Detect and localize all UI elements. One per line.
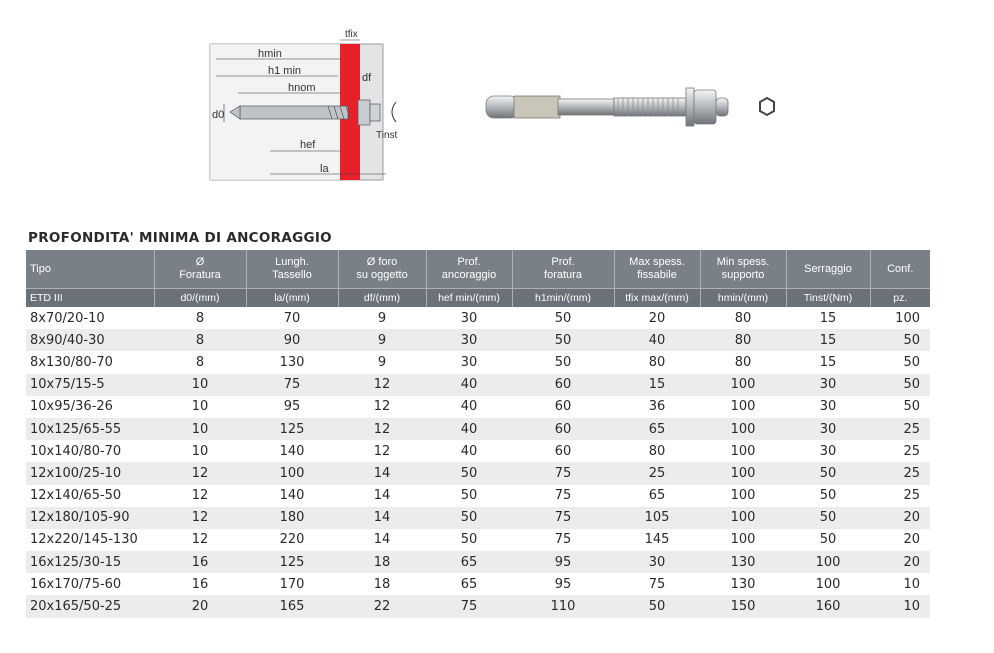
table-cell: 80 [734, 310, 752, 326]
table-cell: 50 [786, 507, 870, 529]
table-cell: 30 [819, 399, 837, 415]
table-cell: 9 [377, 310, 387, 326]
table-cell: 130 [700, 551, 786, 573]
table-cell: 8x90/40-30 [26, 329, 154, 351]
threaded-rod [614, 98, 686, 116]
table-cell: 75 [554, 488, 572, 504]
table-cell: 10x140/80-70 [30, 443, 122, 459]
table-cell: 100 [815, 576, 841, 592]
table-cell: 25 [614, 462, 700, 484]
table-row [26, 351, 930, 373]
table-cell: 95 [512, 551, 614, 573]
table-cell: 170 [279, 576, 305, 592]
table-cell: 12 [338, 374, 426, 396]
table-cell: 15 [819, 354, 837, 370]
table-cell: 10x95/36-26 [30, 399, 113, 415]
column-header-line1: Ø foro [366, 256, 398, 268]
unit-header: df/(mm) [338, 289, 426, 308]
table-cell: 220 [279, 532, 305, 548]
table-cell: 80 [734, 354, 752, 370]
table-cell: 16 [191, 576, 209, 592]
table-cell: 50 [426, 507, 512, 529]
table-cell: 40 [426, 374, 512, 396]
column-header [614, 250, 700, 289]
table-cell: 20 [648, 310, 666, 326]
table-cell: 12x100/25-10 [26, 462, 154, 484]
table-cell: 14 [373, 488, 391, 504]
table-cell: 30 [426, 329, 512, 351]
table-cell: 10 [191, 399, 209, 415]
column-header [512, 250, 614, 289]
table-cell: 15 [614, 374, 700, 396]
table-cell: 10 [191, 443, 209, 459]
unit-header: tfix max/(mm) [614, 289, 700, 308]
rod-end [716, 98, 728, 116]
table-row [26, 507, 930, 529]
table-cell: 20x165/50-25 [26, 595, 154, 617]
table-cell: 30 [819, 443, 837, 459]
table-row [26, 551, 930, 573]
table-cell: 60 [554, 443, 572, 459]
column-header-line2: fissabile [637, 269, 677, 281]
column-header [426, 250, 512, 289]
anchor-bolt-end [370, 104, 380, 121]
table-cell: 12 [191, 488, 209, 504]
anchor-shank [558, 99, 614, 115]
table-cell: 60 [512, 374, 614, 396]
column-header-line2: Foratura [179, 269, 221, 281]
table-cell: 100 [700, 374, 786, 396]
label-h1-min: h1 min [268, 65, 302, 77]
table-cell: 12 [338, 418, 426, 440]
unit-header: hef min/(mm) [426, 289, 512, 308]
table-row [26, 418, 930, 440]
label-t-inst: Tinst [376, 130, 398, 141]
column-header [700, 250, 786, 289]
table-cell: 9 [338, 329, 426, 351]
table-cell: 30 [786, 374, 870, 396]
table-row [26, 573, 930, 595]
table-cell: 130 [730, 576, 756, 592]
table-row [26, 440, 930, 462]
table-cell: 10x125/65-55 [26, 418, 154, 440]
table-cell: 100 [730, 399, 756, 415]
table-cell: 100 [730, 443, 756, 459]
table-cell: 75 [554, 532, 572, 548]
units-row [26, 289, 930, 308]
unit-header: la/(mm) [246, 289, 338, 308]
anchor-product-image [470, 60, 790, 170]
table-cell: 95 [283, 399, 301, 415]
table-cell: 60 [512, 418, 614, 440]
table-cell: 10 [154, 374, 246, 396]
table-cell: 8x70/20-10 [30, 310, 105, 326]
table-cell: 95 [554, 576, 572, 592]
unit-header: h1min/(mm) [512, 289, 614, 308]
unit-header: ETD III [26, 289, 154, 308]
table-cell: 50 [870, 329, 930, 351]
column-header-line2: su oggetto [356, 269, 408, 281]
table-cell: 25 [903, 443, 920, 459]
table-cell: 12 [154, 507, 246, 529]
table-cell: 40 [460, 443, 478, 459]
column-header [26, 250, 154, 289]
table-title: PROFONDITA' MINIMA DI ANCORAGGIO [28, 230, 332, 246]
table-cell: 100 [895, 310, 920, 326]
table-cell: 25 [870, 462, 930, 484]
table-cell: 18 [338, 551, 426, 573]
unit-header: Tinst/(Nm) [786, 289, 870, 308]
column-header [786, 250, 870, 289]
table-cell: 10x75/15-5 [26, 374, 154, 396]
table-cell: 50 [903, 399, 920, 415]
table-cell: 50 [554, 310, 572, 326]
table-body [26, 307, 930, 618]
label-t-fix: tfix [345, 29, 358, 40]
column-header-line1: Lungh. [275, 256, 309, 268]
table-cell: 60 [554, 399, 572, 415]
anchor-dimension-diagram [208, 26, 398, 186]
table-cell: 15 [819, 310, 837, 326]
table-cell: 145 [644, 532, 670, 548]
table-cell: 100 [700, 507, 786, 529]
column-header-line1: Conf. [887, 262, 914, 275]
table-cell: 40 [426, 418, 512, 440]
column-header-line2: foratura [544, 269, 582, 281]
table-cell: 8x130/80-70 [30, 354, 113, 370]
table-cell: 80 [700, 329, 786, 351]
table-cell: 100 [730, 488, 756, 504]
table-row [26, 462, 930, 484]
column-header-line2: ancoraggio [441, 269, 497, 281]
anchor-nut [358, 100, 370, 125]
table-row [26, 329, 930, 351]
table-cell: 75 [426, 595, 512, 617]
table-cell: 12 [373, 399, 391, 415]
table-row [26, 595, 930, 617]
table-cell: 65 [426, 551, 512, 573]
label-h-nom: hnom [288, 82, 316, 94]
table-cell: 20 [870, 507, 930, 529]
table-cell: 9 [377, 354, 387, 370]
table-cell: 50 [512, 329, 614, 351]
table-cell: 12 [191, 532, 209, 548]
table-cell: 10 [870, 595, 930, 617]
table-cell: 16x170/75-60 [30, 576, 122, 592]
table-cell: 75 [512, 462, 614, 484]
column-header-line1: Prof. [551, 256, 575, 268]
column-header [246, 250, 338, 289]
column-header-line2: supporto [721, 269, 765, 281]
table-cell: 12 [373, 443, 391, 459]
column-header-line1: Ø [195, 256, 205, 268]
table-cell: 8 [195, 354, 205, 370]
header-row [26, 250, 930, 289]
table-row [26, 374, 930, 396]
table-cell: 30 [460, 310, 478, 326]
table-row [26, 307, 930, 329]
table-cell: 16 [154, 551, 246, 573]
table-cell: 50 [786, 462, 870, 484]
unit-header: pz. [870, 289, 930, 308]
column-header-line2: Tassello [272, 269, 312, 281]
table-cell: 65 [614, 418, 700, 440]
column-header-line1: Max spess. [629, 256, 685, 268]
table-cell: 15 [786, 329, 870, 351]
column-header-line1: Serraggio [804, 262, 852, 275]
table-cell: 16x125/30-15 [26, 551, 154, 573]
table-cell: 50 [870, 374, 930, 396]
table-cell: 20 [154, 595, 246, 617]
unit-header: hmin/(mm) [700, 289, 786, 308]
anchor-spec-table [26, 250, 930, 618]
table-cell: 75 [648, 576, 666, 592]
table-cell: 10 [903, 576, 920, 592]
table-cell: 14 [338, 462, 426, 484]
table-cell: 75 [246, 374, 338, 396]
label-h-ef: hef [300, 139, 316, 151]
table-cell: 50 [460, 488, 478, 504]
column-header-line1: Tipo [30, 262, 51, 275]
table-cell: 140 [279, 488, 305, 504]
washer [686, 88, 694, 126]
anchor-sleeve [486, 96, 518, 118]
table-cell: 30 [786, 418, 870, 440]
table-cell: 12x180/105-90 [26, 507, 154, 529]
table-cell: 50 [554, 354, 572, 370]
table-cell: 165 [246, 595, 338, 617]
table-cell: 75 [512, 507, 614, 529]
table-cell: 14 [338, 507, 426, 529]
table-cell: 25 [870, 418, 930, 440]
table-cell: 125 [246, 418, 338, 440]
table-cell: 100 [730, 532, 756, 548]
table-cell: 30 [614, 551, 700, 573]
expansion-clip [514, 96, 560, 118]
table-cell: 65 [460, 576, 478, 592]
table-cell: 70 [283, 310, 301, 326]
table-cell: 50 [819, 532, 837, 548]
table-cell: 22 [338, 595, 426, 617]
column-header [338, 250, 426, 289]
table-cell: 8 [195, 310, 205, 326]
table-cell: 150 [700, 595, 786, 617]
anchor-bolt-shaft [240, 106, 348, 119]
table-row [26, 396, 930, 418]
table-cell: 18 [373, 576, 391, 592]
label-l-a: la [320, 163, 329, 175]
table-cell: 105 [614, 507, 700, 529]
table-cell: 100 [246, 462, 338, 484]
table-cell: 12 [154, 462, 246, 484]
column-header-line1: Min spess. [716, 256, 770, 268]
table-cell: 12x220/145-130 [30, 532, 138, 548]
table-cell: 100 [700, 418, 786, 440]
table-cell: 14 [373, 532, 391, 548]
table-cell: 50 [903, 354, 920, 370]
table-cell: 180 [246, 507, 338, 529]
table-cell: 110 [512, 595, 614, 617]
table-row [26, 485, 930, 507]
table-cell: 80 [648, 354, 666, 370]
table-cell: 140 [279, 443, 305, 459]
table-cell: 40 [460, 399, 478, 415]
label-h-min: hmin [258, 48, 282, 60]
table-cell: 130 [279, 354, 305, 370]
table-cell: 100 [700, 462, 786, 484]
loose-hex-nut [760, 98, 774, 115]
table-cell: 25 [903, 488, 920, 504]
table-cell: 50 [426, 462, 512, 484]
unit-header: d0/(mm) [154, 289, 246, 308]
table-cell: 50 [460, 532, 478, 548]
table-cell: 10 [154, 418, 246, 440]
table-row [26, 529, 930, 551]
hex-nut [694, 90, 716, 124]
table-cell: 100 [786, 551, 870, 573]
column-header [154, 250, 246, 289]
column-header-line1: Prof. [457, 256, 481, 268]
table-cell: 40 [614, 329, 700, 351]
table-cell: 65 [648, 488, 666, 504]
table-cell: 50 [614, 595, 700, 617]
table-cell: 36 [648, 399, 666, 415]
table-cell: 20 [870, 551, 930, 573]
table-cell: 125 [246, 551, 338, 573]
table-cell: 160 [786, 595, 870, 617]
table-cell: 90 [246, 329, 338, 351]
table-cell: 50 [819, 488, 837, 504]
table-cell: 8 [154, 329, 246, 351]
table-cell: 12x140/65-50 [30, 488, 122, 504]
table-cell: 80 [648, 443, 666, 459]
table-cell: 30 [460, 354, 478, 370]
label-d-0: d0 [212, 109, 225, 121]
column-header [870, 250, 930, 289]
table-cell: 20 [903, 532, 920, 548]
label-d-f: df [362, 72, 372, 84]
